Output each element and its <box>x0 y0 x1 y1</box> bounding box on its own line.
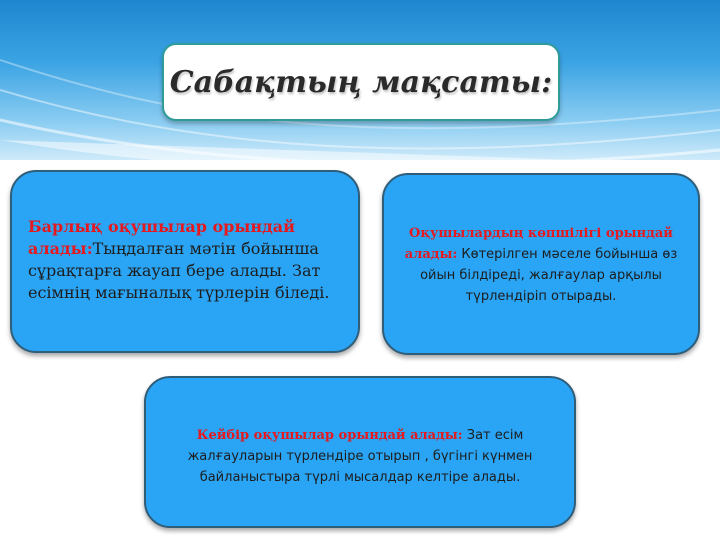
card-highlight: Оқушылардың көпшілігі орындай алады: <box>404 226 673 262</box>
title-box <box>162 43 560 121</box>
card-body: Көтерілген мәселе бойынша өз ойын білдіреді, жалғаулар арқылы түрлендіріп отырады. <box>420 247 678 304</box>
card-body: Тыңдалған мәтін бойынша сұрақтарға жауап бере алады. Зат есімнің мағыналық түрлерін біледі. <box>28 239 330 302</box>
card-highlight: Барлық оқушылар орындай алады: <box>28 217 295 258</box>
page-title: Сабақтың мақсаты: <box>169 64 553 100</box>
card-body: Зат есім жалғауларын түрлендіре отырып , бүгінгі күнмен байланыстыра түрлі мысалдар келтіре алады. <box>187 428 533 485</box>
card-highlight: Кейбір оқушылар орындай алады: <box>196 428 463 443</box>
goal-card-all-students <box>10 170 360 353</box>
goal-card-most-students <box>382 173 700 355</box>
goal-card-some-students <box>144 376 576 528</box>
